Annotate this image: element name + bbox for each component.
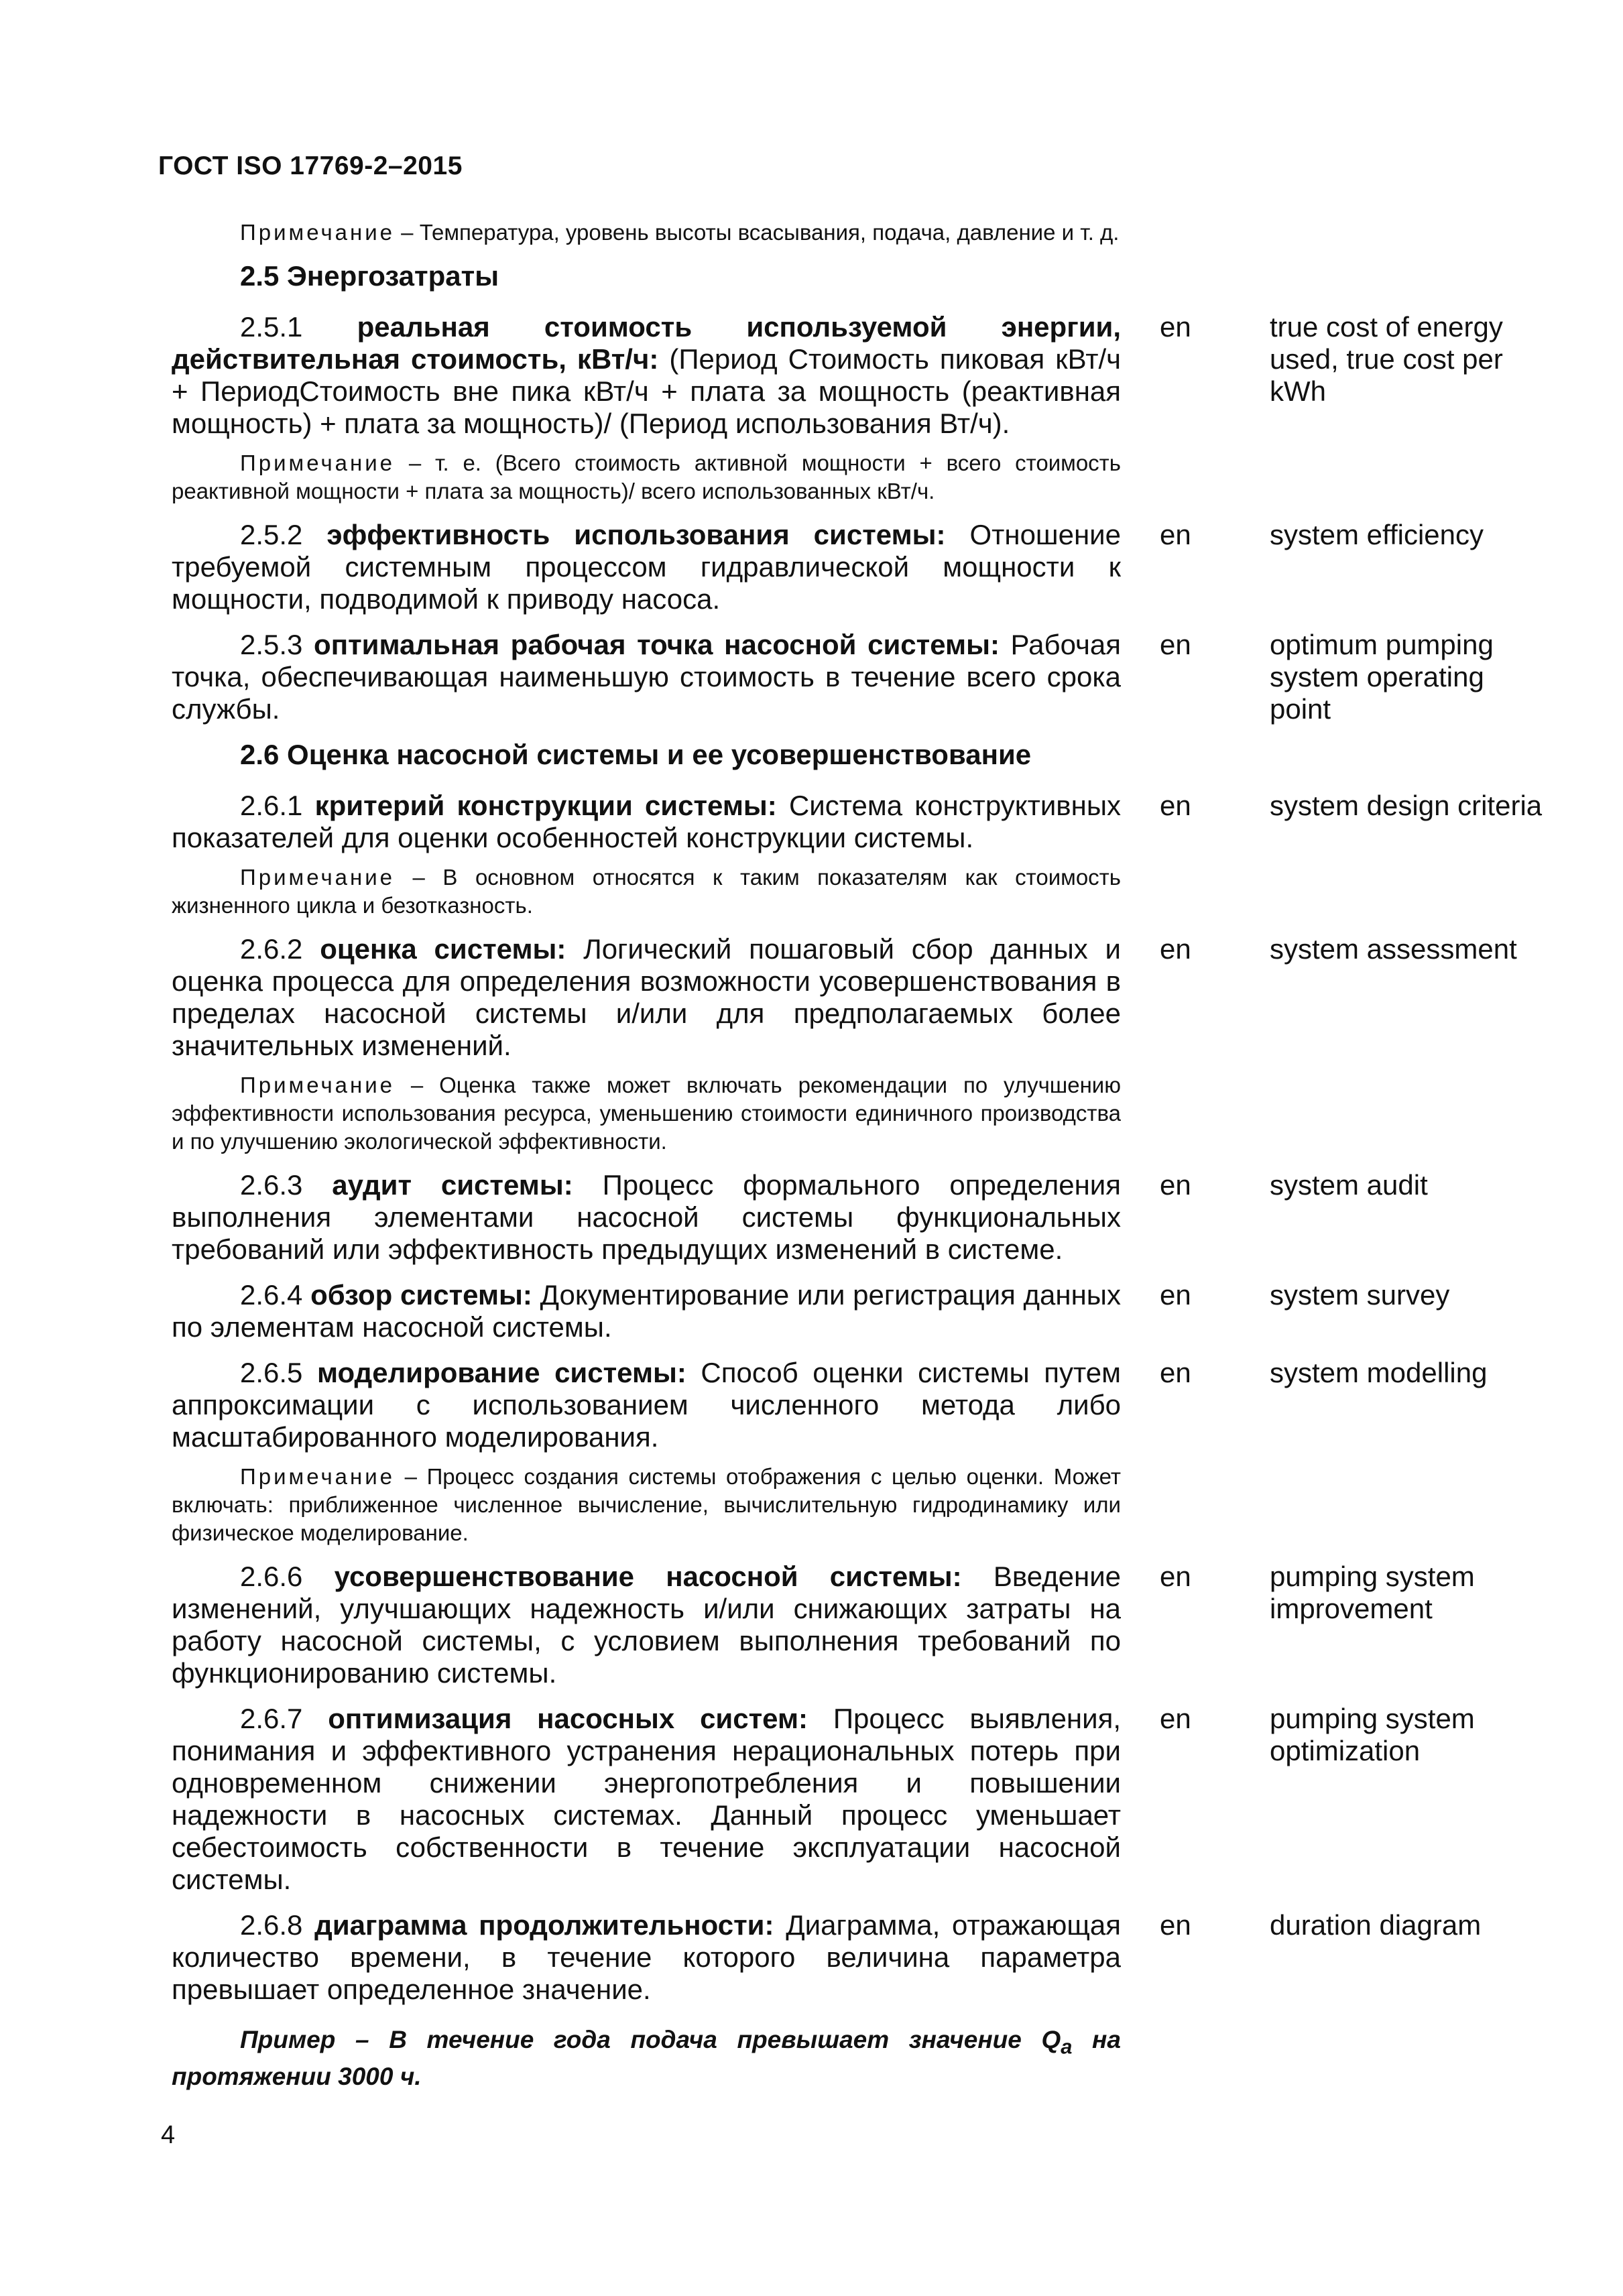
note-text: – Процесс создания системы отображения с целью оценки. Может включать: приближенное численное вычисление, вычислительную гидродинамику или физическое моделирование.: [172, 1464, 1121, 1545]
note-row: [172, 1463, 1579, 1547]
note-row: [172, 219, 1579, 247]
note: [172, 1463, 1121, 1547]
term-entry: [172, 933, 1579, 1062]
note-label: Примечание: [240, 1464, 396, 1489]
term-definition: Введение изменений, улучшающих надежность и/или снижающих затраты на работу насосной системы, с условием выполнения требований по функционированию системы.: [172, 1561, 1122, 1689]
example-subscript: a: [1061, 2035, 1073, 2059]
term-paragraph: [172, 1909, 1121, 2006]
term-name: диаграмма продолжительности:: [314, 1909, 774, 1941]
note-text: – т. е. (Всего стоимость активной мощности + всего стоимость реактивной мощности + плата за мощность)/ всего использованных кВт/ч.: [172, 450, 1121, 503]
term-name: аудит системы:: [332, 1169, 573, 1201]
term-entry: [172, 790, 1579, 854]
term-entry: [172, 629, 1579, 725]
term-paragraph: [172, 1357, 1121, 1453]
term-entry: [172, 519, 1579, 615]
term-definition: Процесс формального определения выполнения элементами насосной системы функциональных требований или эффективность предыдущих изменений в системе.: [172, 1169, 1121, 1265]
english-equivalent: system efficiency: [1270, 519, 1484, 550]
note: [172, 449, 1121, 505]
term-paragraph: [172, 1703, 1121, 1896]
document-header: ГОСТ ISO 17769-2–2015: [158, 152, 463, 180]
english-equivalent: pumping system improvement: [1270, 1561, 1475, 1624]
english-equivalent: system design criteria: [1270, 790, 1543, 821]
note-text: – Оценка также может включать рекомендации по улучшению эффективности использования ресурса, уменьшению стоимости единичного производства и по улучшению экологической эффективности.: [172, 1073, 1121, 1154]
note-label: Примечание: [240, 450, 396, 475]
term-definition: Процесс выявления, понимания и эффективного устранения нерациональных потерь при одновременном снижении энергопотребления и повышении надежности в насосных системах. Данный процесс уменьшает себестоимость собственности в течение эксплуатации насосной системы.: [172, 1703, 1121, 1895]
term-name: критерий конструкции системы:: [314, 790, 777, 821]
note: [172, 219, 1121, 247]
term-definition: Логический пошаговый сбор данных и оценка процесса для определения возможности усовершенствования в пределах насосной системы и/или для предполагаемых более значительных изменений.: [172, 933, 1121, 1061]
term-definition: Диаграмма, отражающая количество времени, в течение которого величина параметра превышает определенное значение.: [172, 1909, 1122, 2005]
language-code: en: [1160, 1561, 1191, 1592]
english-equivalent: system audit: [1270, 1169, 1428, 1201]
term-entry: [172, 1357, 1579, 1453]
term-name: усовершенствование насосной системы:: [334, 1561, 962, 1592]
english-equivalent: optimum pumping system operating point: [1270, 629, 1494, 725]
note-text: – Температура, уровень высоты всасывания, подача, давление и т. д.: [395, 220, 1120, 245]
english-equivalent: system modelling: [1270, 1357, 1488, 1388]
term-name: оптимизация насосных систем:: [328, 1703, 808, 1734]
term-entry: [172, 1279, 1579, 1343]
language-code: en: [1160, 933, 1191, 965]
term-name: оценка системы:: [320, 933, 566, 965]
language-code: en: [1160, 790, 1191, 821]
term-definition: Способ оценки системы путем аппроксимации с использованием численного метода либо масштабированного моделирования.: [172, 1357, 1121, 1453]
language-code: en: [1160, 1703, 1191, 1734]
language-code: en: [1160, 629, 1191, 660]
term-name: моделирование системы:: [316, 1357, 686, 1388]
term-number: 2.5.1: [240, 311, 303, 343]
term-number: 2.6.8: [240, 1909, 303, 1941]
term-entry: [172, 1169, 1579, 1266]
english-equivalent: true cost of energy used, true cost per kWh: [1270, 311, 1503, 407]
note-label: Примечание: [240, 220, 396, 245]
term-name: обзор системы:: [310, 1279, 532, 1311]
note-label: Примечание: [240, 1073, 396, 1097]
section-heading: 2.5 Энергозатраты: [240, 260, 499, 292]
term-entry: [172, 311, 1579, 440]
term-name: реальная стоимость используемой энергии, действительная стоимость, кВт/ч:: [172, 311, 1121, 375]
note-text: – В основном относятся к таким показателям как стоимость жизненного цикла и безотказность.: [172, 865, 1121, 918]
section-heading: 2.6 Оценка насосной системы и ее усовершенствование: [240, 739, 1032, 770]
term-entry: [172, 1561, 1579, 1689]
term-definition: (Период Стоимость пиковая кВт/ч + ПериодСтоимость вне пика кВт/ч + плата за мощность (реактивная мощность) + плата за мощность)/ (Период использования Вт/ч).: [172, 343, 1121, 439]
term-paragraph: [172, 311, 1121, 440]
term-definition: Отношение требуемой системным процессом гидравлической мощности к мощности, подводимой к приводу насоса.: [172, 519, 1121, 615]
english-equivalent: system assessment: [1270, 933, 1517, 965]
term-number: 2.6.5: [240, 1357, 303, 1388]
term-paragraph: [172, 790, 1121, 854]
term-paragraph: [172, 1279, 1121, 1343]
page-number: 4: [161, 2121, 176, 2149]
term-name: эффективность использования системы:: [326, 519, 946, 550]
term-number: 2.5.2: [240, 519, 303, 550]
note-row: [172, 1071, 1579, 1156]
term-entry: [172, 1909, 1579, 2006]
example: [172, 2025, 1121, 2092]
note-label: Примечание: [240, 865, 396, 890]
english-equivalent: pumping system optimization: [1270, 1703, 1475, 1766]
language-code: en: [1160, 1279, 1191, 1311]
language-code: en: [1160, 311, 1191, 343]
term-definition: Система конструктивных показателей для оценки особенностей конструкции системы.: [172, 790, 1122, 853]
term-paragraph: [172, 933, 1121, 1062]
language-code: en: [1160, 1169, 1191, 1201]
term-definition: Рабочая точка, обеспечивающая наименьшую стоимость в течение всего срока службы.: [172, 629, 1122, 725]
term-paragraph: [172, 629, 1121, 725]
note-row: [172, 449, 1579, 505]
language-code: en: [1160, 1909, 1191, 1941]
term-definition: Документирование или регистрация данных по элементам насосной системы.: [172, 1279, 1121, 1343]
term-entry: [172, 1703, 1579, 1896]
term-number: 2.6.7: [240, 1703, 303, 1734]
term-paragraph: [172, 1561, 1121, 1689]
language-code: en: [1160, 1357, 1191, 1388]
english-equivalent: system survey: [1270, 1279, 1450, 1311]
language-code: en: [1160, 519, 1191, 550]
example-text-end: на протяжении 3000 ч.: [172, 2026, 1121, 2091]
note-row: [172, 863, 1579, 920]
term-paragraph: [172, 1169, 1121, 1266]
term-number: 2.6.1: [240, 790, 303, 821]
term-paragraph: [172, 519, 1121, 615]
english-equivalent: duration diagram: [1270, 1909, 1482, 1941]
document-body: [172, 219, 1579, 2092]
term-name: оптимальная рабочая точка насосной системы:: [314, 629, 1000, 660]
example-row: [172, 2025, 1579, 2092]
term-number: 2.6.4: [240, 1279, 303, 1311]
term-number: 2.6.3: [240, 1169, 303, 1201]
term-number: 2.6.6: [240, 1561, 303, 1592]
term-number: 2.5.3: [240, 629, 303, 660]
term-number: 2.6.2: [240, 933, 303, 965]
note: [172, 863, 1121, 920]
example-text-start: Пример – В течение года подача превышает значение Q: [240, 2026, 1061, 2053]
note: [172, 1071, 1121, 1156]
